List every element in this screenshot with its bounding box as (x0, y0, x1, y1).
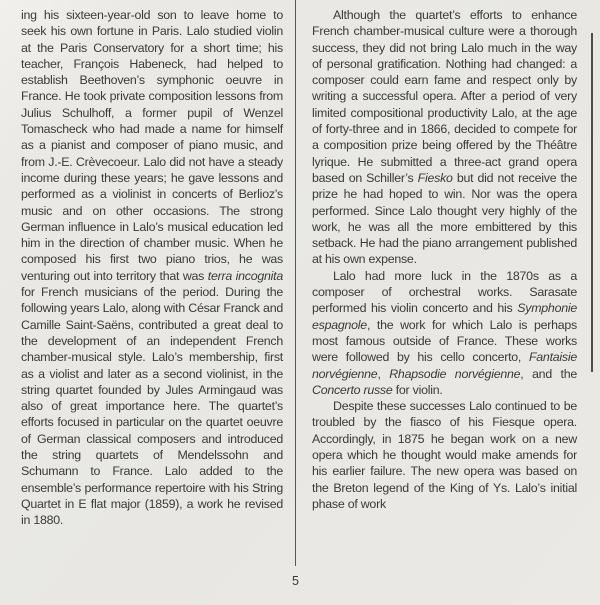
text-run: ing his sixteen-year-old son to leave home to seek his own fortune in Paris. Lalo studied violin at the Paris Conservatory for a short time; his teacher, François Habeneck, had helped to establish Beethoven’s symphonic oeuvre in France. He took private composition lessons from Julius Schulhoff, a former pupil of Wenzel Tomascheck who had made a name for himself as a pianist and composer of piano music, and from J.-E. Crèvecoeur. Lalo did not have a steady income during these years; he gave lessons and performed as a violinist in concerts of Berlioz’s music and on other occasions. The strong German influence in Lalo’s musical education led him in the direction of chamber music. When he composed his first two piano trios, he was venturing out into territory that was (21, 8, 283, 283)
text-run: , and the (520, 366, 578, 381)
page-number: 5 (292, 574, 299, 588)
text-run: , the work for which Lalo is perhaps most famous outside of France. These works were followed by his cello concerto, (312, 317, 577, 365)
italic-text-run: Fantaisie norvégienne (312, 350, 577, 381)
text-run: Although the quartet’s efforts to enhance French chamber-musical culture were a thorough success, they did not bring Lalo much in the way of personal gratification. Nothing had changed: a composer could earn fame and respect only by writing a successful opera. After a period of very limited compositional productivity Lalo, at the age of forty-three and in 1866, decided to compete for a composition prize being offered by the Théâtre lyrique. He submitted a three-act grand opera based on Schiller’s (312, 8, 577, 185)
text-run: for French musicians of the period. During the following years Lalo, along with César Franck and Camille Saint-Saëns, contributed a great deal to the development of an independent French chamber-musical style. Lalo’s membership, first as a violist and later as a second violinist, in the string quartet founded by Jules Armingaud was also of great importance here. The quartet’s efforts focused in particular on the quartet oeuvre of German classical composers and introduced the string quartets of Mendelssohn and Schumann to France. Lalo added to the ensemble’s performance repertoire with his String Quartet in E flat major (1859), a work he revised in 1880. (21, 285, 283, 528)
column-divider-rule (295, 0, 297, 566)
right-text-column (312, 7, 577, 512)
text-run: Despite these successes Lalo continued to be troubled by the fiasco of his Fiesque opera. Accordingly, in 1875 he began work on a new opera which he thought would make amends for his earlier failure. The new opera was based on the Breton legend of the King of Ys. Lalo’s initial phase of work (312, 399, 577, 511)
paragraph (312, 398, 577, 512)
text-run: , (377, 366, 390, 381)
paragraph (312, 268, 577, 398)
italic-text-run: terra incognita (207, 268, 283, 283)
paragraph (21, 7, 283, 529)
paragraph (312, 7, 577, 268)
italic-text-run: Symphonie espagnole (312, 301, 577, 332)
text-run: Lalo had more luck in the 1870s as a composer of orchestral works. Sarasate performed his violin concerto and his (312, 268, 577, 316)
italic-text-run: Concerto russe (312, 382, 393, 397)
left-text-column (21, 7, 283, 529)
text-run: but did not receive the prize he had hoped to win. Nor was the opera performed. Since Lalo thought very highly of the work, he was all the more embittered by this setback. He had the piano arrangement published at his own expense. (312, 170, 577, 267)
italic-text-run: Fiesko (417, 170, 453, 185)
page-edge-scan-line (591, 33, 593, 372)
italic-text-run: Rhapsodie norvégienne (389, 366, 521, 381)
text-run: for violin. (392, 382, 443, 397)
